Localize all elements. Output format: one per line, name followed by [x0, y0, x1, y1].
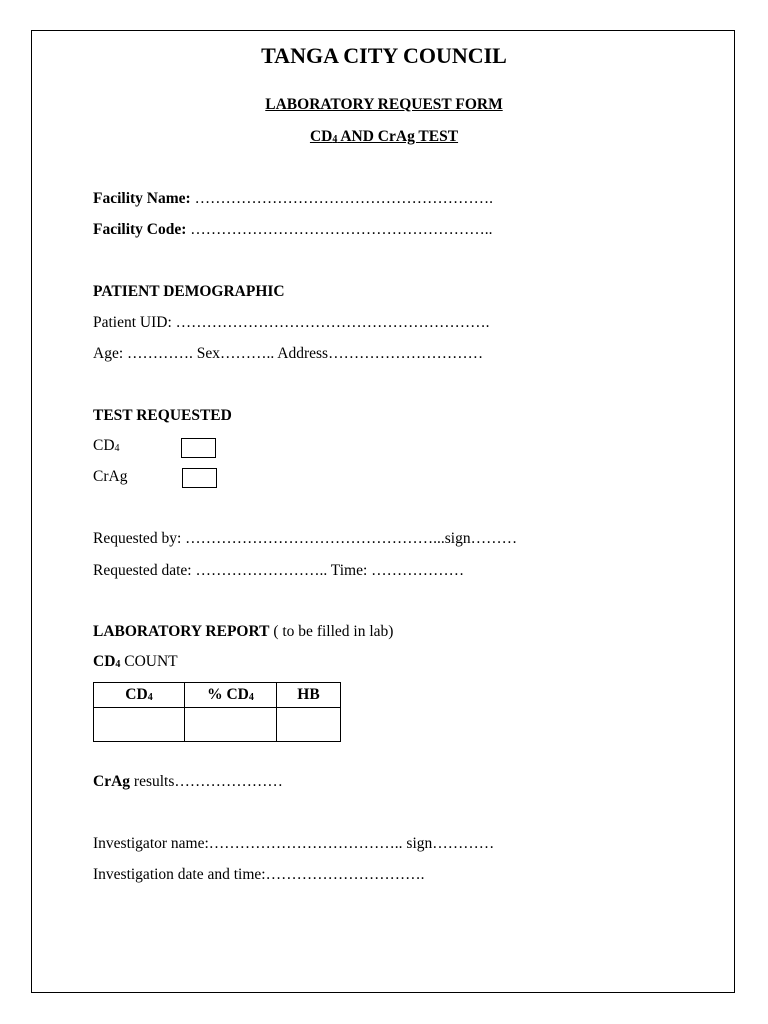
requested-date-field[interactable]: Requested date: …………………….. Time: ………………	[93, 562, 465, 579]
investigator-name-field[interactable]: Investigator name:……………………………….. sign…………	[93, 835, 495, 852]
facility-code-label: Facility Code:	[93, 221, 187, 238]
percent-cd4-column-header: % $CD_4$	[185, 683, 277, 708]
hb-value-cell[interactable]	[277, 708, 341, 742]
cd4-column-header: $CD_4$	[94, 683, 185, 708]
investigation-date-field[interactable]: Investigation date and time:………………………….	[93, 866, 425, 883]
percent-cd4-value-cell[interactable]	[185, 708, 277, 742]
crag-option-label: CrAg	[93, 468, 128, 485]
cd4-results-table	[93, 682, 341, 742]
cd4-checkbox[interactable]	[181, 438, 216, 458]
crag-checkbox[interactable]	[182, 468, 217, 488]
facility-code-field[interactable]: Facility Code: …………………………………………………..	[93, 221, 493, 238]
lab-report-heading: LABORATORY REPORT ( to be filled in lab)	[93, 623, 394, 640]
form-title: LABORATORY REQUEST FORM	[265, 96, 503, 113]
crag-results-field[interactable]: CrAg results…………………	[93, 773, 283, 790]
test-title: $CD_4$ AND CrAg TEST	[309, 128, 459, 145]
patient-section-heading: PATIENT DEMOGRAPHIC	[93, 283, 285, 300]
council-title: TANGA CITY COUNCIL	[261, 43, 507, 68]
cd4-value-cell[interactable]	[94, 708, 185, 742]
patient-uid-field[interactable]: Patient UID: …………………………………………………….	[93, 314, 490, 331]
cd4-count-label: $CD_4$ COUNT	[93, 653, 178, 670]
cd4-option-label: $CD_4$	[93, 437, 120, 454]
age-sex-address-field[interactable]: Age: …………. Sex……….. Address…………………………	[93, 345, 484, 362]
hb-column-header: HB	[277, 683, 341, 708]
facility-name-label: Facility Name:	[93, 190, 191, 207]
requested-by-field[interactable]: Requested by: …………………………………………...sign………	[93, 530, 518, 547]
facility-name-field[interactable]: Facility Name: ………………………………………………….	[93, 190, 493, 207]
test-requested-heading: TEST REQUESTED	[93, 407, 232, 424]
